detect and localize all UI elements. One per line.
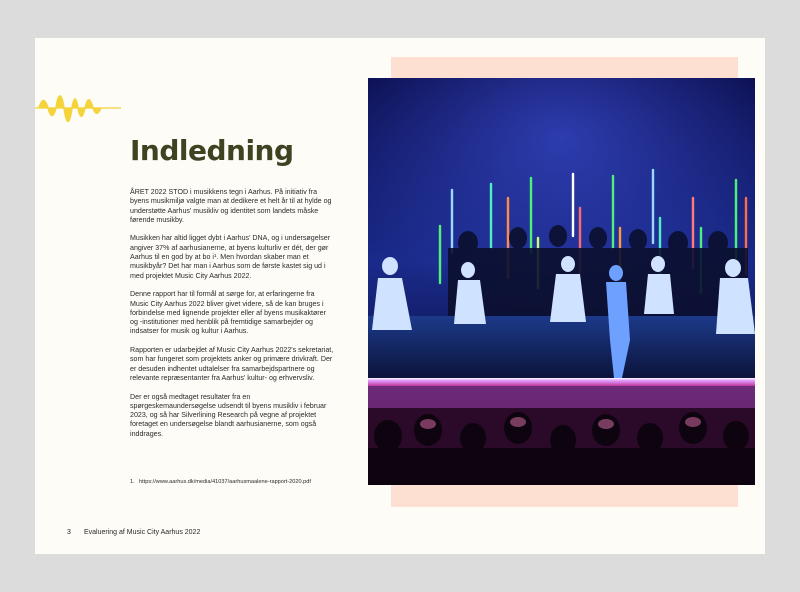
footnote-number: 1. <box>130 479 135 485</box>
footnote-link[interactable]: https://www.aarhus.dk/media/41037/aarhusmaalene-rapport-2020.pdf <box>139 479 311 485</box>
body-text <box>130 188 335 448</box>
paragraph: Der er også medtaget resultater fra en spørgeskemaundersøgelse udsendt til byens musikliv i februar 2023, og så har Silverlining Research på vegne af projektet foretaget en undersøgelse blandt aarhusianerne, som også inddrages. <box>130 392 327 438</box>
sound-wave-icon <box>35 86 121 130</box>
page-title: Indledning <box>130 134 294 167</box>
document-page <box>35 38 765 554</box>
concert-stage-photo <box>368 78 755 485</box>
page-number: 3 <box>67 529 71 536</box>
footnote <box>130 479 370 485</box>
page-footer <box>67 529 200 536</box>
paragraph: Rapporten er udarbejdet af Music City Aarhus 2022's sekretariat, som har fungeret som projektets anker og primære drivkraft. Der er desuden indhentet udtalelser fra samarbejdspartnere og relevante repræsentanter fra Aarhus' kultur- og erhvervsliv. <box>130 346 334 382</box>
paragraph: ÅRET 2022 STOD i musikkens tegn i Aarhus. På initiativ fra byens musikmiljø valgte man at dedikere et helt år til at hylde og understøtte Aarhus' musikliv og identitet som landets måske førende musikby. <box>130 188 332 224</box>
paragraph: Musikken har altid ligget dybt i Aarhus' DNA, og i undersøgelser angiver 37% af aarhusianerne, at byens kulturliv er dét, der gør Aarhus til en god by at bo i¹. Men hvordan skaber man et musikbyår? Det har man i Aarhus som de første kastet sig ud i med projektet Music City Aarhus 2022. <box>130 234 331 280</box>
footer-title: Evaluering af Music City Aarhus 2022 <box>84 529 201 536</box>
paragraph: Denne rapport har til formål at sørge for, at erfaringerne fra Music City Aarhus 2022 bliver givet videre, så de kan bruges i forbindelse med lignende projekter eller af byens musikaktører og -institutioner med henblik på fremtidige samarbejder og indsatser for musik og kultur i Aarhus. <box>130 290 326 336</box>
